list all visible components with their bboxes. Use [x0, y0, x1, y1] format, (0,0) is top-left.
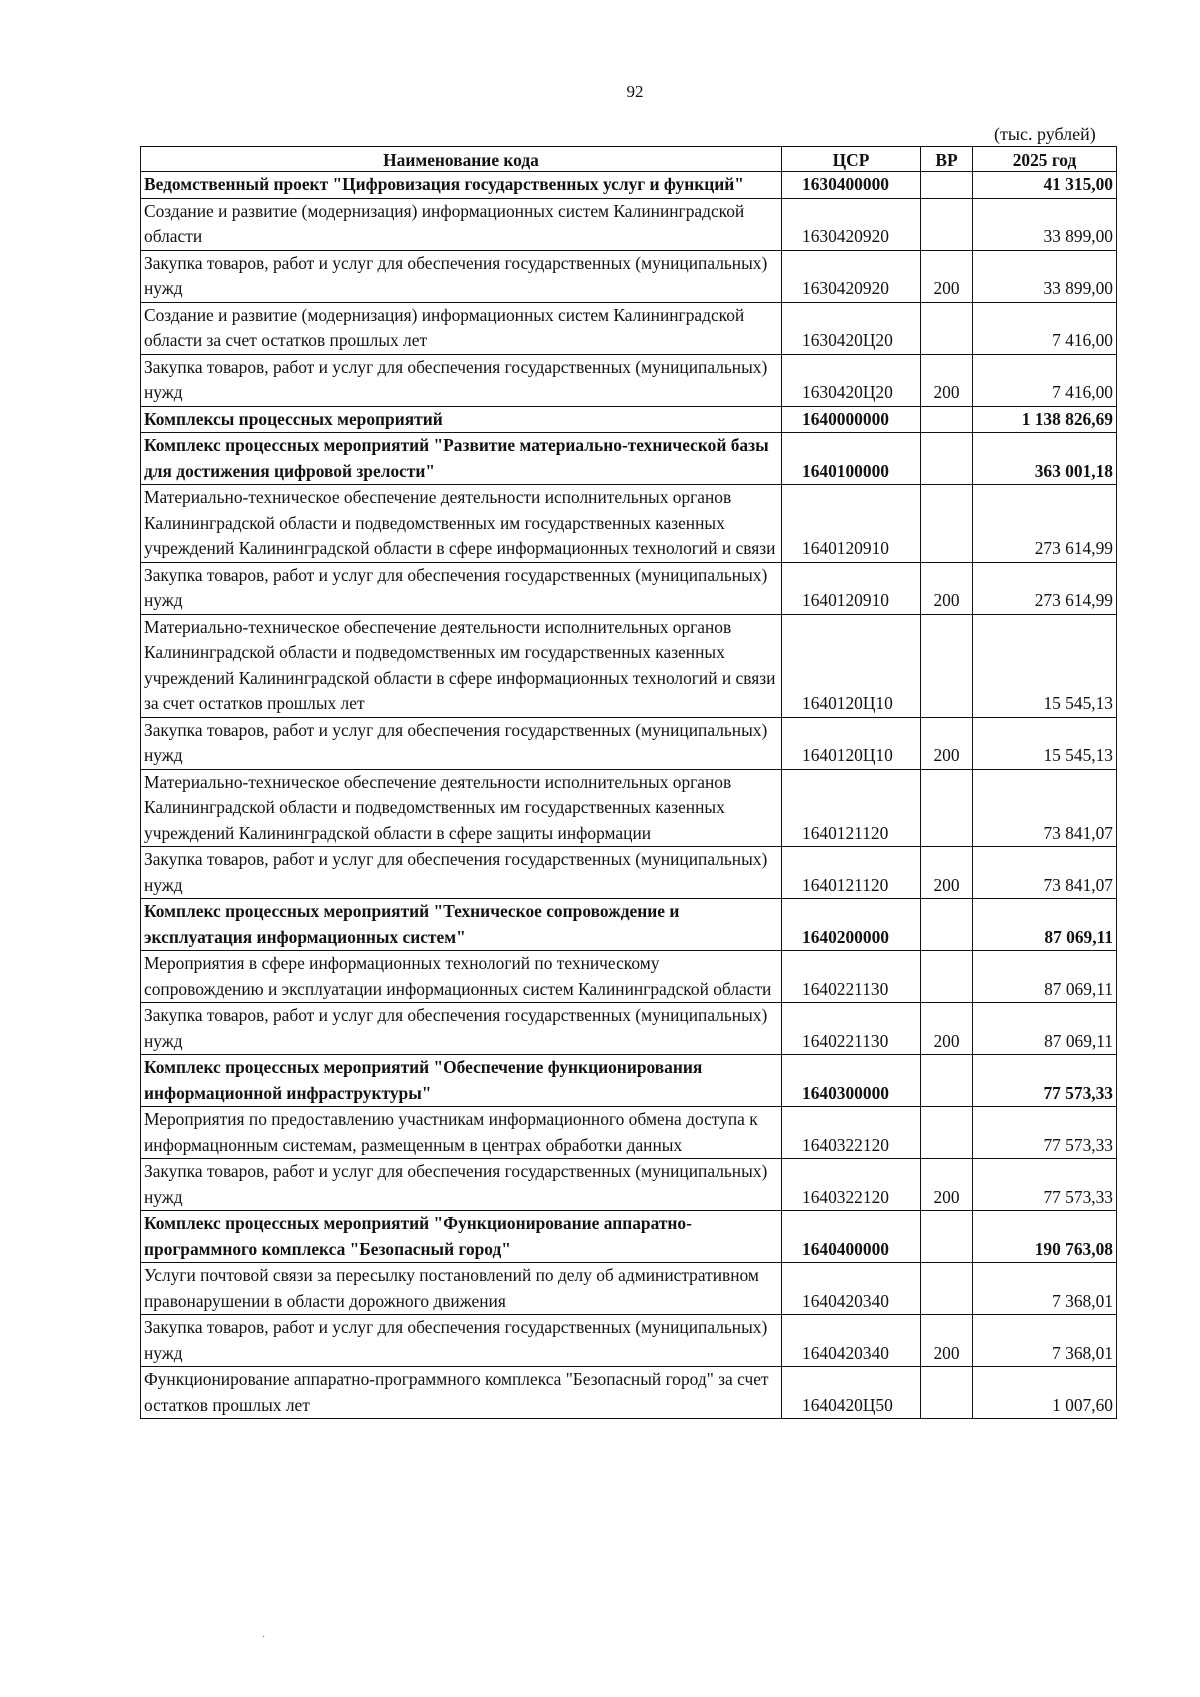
header-name: Наименование кода: [141, 147, 782, 172]
cell-csr: 1640120Ц10: [782, 614, 921, 717]
cell-vr: 200: [921, 717, 973, 769]
cell-name: Закупка товаров, работ и услуг для обеспечения государственных (муниципальных) нужд: [141, 1315, 782, 1367]
cell-vr: 200: [921, 250, 973, 302]
header-year: 2025 год: [973, 147, 1117, 172]
budget-table: [140, 146, 1117, 1419]
table-row: [141, 1055, 1117, 1107]
cell-vr: [921, 302, 973, 354]
table-row: [141, 562, 1117, 614]
cell-name: Ведомственный проект "Цифровизация государственных услуг и функций": [141, 172, 782, 199]
cell-name: Закупка товаров, работ и услуг для обеспечения государственных (муниципальных) нужд: [141, 562, 782, 614]
table-row: [141, 899, 1117, 951]
table-row: [141, 951, 1117, 1003]
cell-vr: [921, 433, 973, 485]
cell-name: Закупка товаров, работ и услуг для обеспечения государственных (муниципальных) нужд: [141, 717, 782, 769]
cell-name: Материально-техническое обеспечение деятельности исполнительных органов Калининградской области и подведомственных им государственных казенных учреждений Калининградской области в сфере информационных технологий и связи за счет остатков прошлых лет: [141, 614, 782, 717]
cell-sum: 273 614,99: [973, 485, 1117, 563]
cell-csr: 1640100000: [782, 433, 921, 485]
cell-csr: 1630420Ц20: [782, 302, 921, 354]
cell-csr: 1640121120: [782, 769, 921, 847]
table-row: [141, 302, 1117, 354]
cell-sum: 87 069,11: [973, 899, 1117, 951]
cell-name: Мероприятия по предоставлению участникам информационного обмена доступа к информацнонным системам, размещенным в центрах обработки данных: [141, 1107, 782, 1159]
header-vr: ВР: [921, 147, 973, 172]
cell-sum: 1 007,60: [973, 1367, 1117, 1419]
table-row: [141, 172, 1117, 199]
cell-vr: [921, 1107, 973, 1159]
cell-sum: 363 001,18: [973, 433, 1117, 485]
cell-name: Комплексы процессных мероприятий: [141, 406, 782, 433]
cell-sum: 1 138 826,69: [973, 406, 1117, 433]
cell-name: Комплекс процессных мероприятий "Обеспечение функционирования информационной инфраструктуры": [141, 1055, 782, 1107]
header-csr: ЦСР: [782, 147, 921, 172]
table-row: [141, 198, 1117, 250]
cell-sum: 77 573,33: [973, 1159, 1117, 1211]
table-row: [141, 1107, 1117, 1159]
cell-sum: 33 899,00: [973, 198, 1117, 250]
scan-dot: ·: [262, 1632, 266, 1643]
cell-sum: 87 069,11: [973, 1003, 1117, 1055]
cell-vr: [921, 614, 973, 717]
cell-sum: 73 841,07: [973, 769, 1117, 847]
cell-csr: 1640322120: [782, 1159, 921, 1211]
table-row: [141, 354, 1117, 406]
cell-sum: 7 416,00: [973, 302, 1117, 354]
cell-name: Материально-техническое обеспечение деятельности исполнительных органов Калининградской области и подведомственных им государственных казенных учреждений Калининградской области в сфере защиты информации: [141, 769, 782, 847]
cell-name: Закупка товаров, работ и услуг для обеспечения государственных (муниципальных) нужд: [141, 1003, 782, 1055]
table-row: [141, 433, 1117, 485]
cell-sum: 7 368,01: [973, 1263, 1117, 1315]
cell-vr: 200: [921, 1003, 973, 1055]
cell-name: Закупка товаров, работ и услуг для обеспечения государственных (муниципальных) нужд: [141, 1159, 782, 1211]
cell-csr: 1640300000: [782, 1055, 921, 1107]
cell-csr: 1640221130: [782, 1003, 921, 1055]
cell-vr: [921, 485, 973, 563]
cell-csr: 1640121120: [782, 847, 921, 899]
cell-sum: 33 899,00: [973, 250, 1117, 302]
cell-sum: 7 368,01: [973, 1315, 1117, 1367]
cell-name: Материально-техническое обеспечение деятельности исполнительных органов Калининградской области и подведомственных им государственных казенных учреждений Калининградской области в сфере информационных технологий и связи: [141, 485, 782, 563]
cell-csr: 1640120910: [782, 562, 921, 614]
cell-name: Создание и развитие (модернизация) информационных систем Калининградской области: [141, 198, 782, 250]
table-row: [141, 1159, 1117, 1211]
table-header-row: [141, 147, 1117, 172]
cell-vr: [921, 1211, 973, 1263]
cell-name: Мероприятия в сфере информационных технологий по техническому сопровождению и эксплуатации информационных систем Калининградской области: [141, 951, 782, 1003]
cell-csr: 1640400000: [782, 1211, 921, 1263]
cell-csr: 1640120910: [782, 485, 921, 563]
cell-vr: [921, 1055, 973, 1107]
cell-sum: 77 573,33: [973, 1107, 1117, 1159]
cell-name: Закупка товаров, работ и услуг для обеспечения государственных (муниципальных) нужд: [141, 250, 782, 302]
table-body: [141, 172, 1117, 1419]
cell-sum: 73 841,07: [973, 847, 1117, 899]
cell-csr: 1630420Ц20: [782, 354, 921, 406]
cell-vr: 200: [921, 354, 973, 406]
table-row: [141, 769, 1117, 847]
cell-csr: 1630400000: [782, 172, 921, 199]
cell-sum: 7 416,00: [973, 354, 1117, 406]
cell-csr: 1640420340: [782, 1263, 921, 1315]
cell-name: Закупка товаров, работ и услуг для обеспечения государственных (муниципальных) нужд: [141, 354, 782, 406]
table-row: [141, 717, 1117, 769]
cell-sum: 77 573,33: [973, 1055, 1117, 1107]
cell-vr: 200: [921, 847, 973, 899]
cell-vr: [921, 769, 973, 847]
cell-csr: 1640120Ц10: [782, 717, 921, 769]
cell-name: Функционирование аппаратно-программного комплекса "Безопасный город" за счет остатков прошлых лет: [141, 1367, 782, 1419]
cell-sum: 15 545,13: [973, 614, 1117, 717]
cell-sum: 190 763,08: [973, 1211, 1117, 1263]
table-row: [141, 1367, 1117, 1419]
cell-vr: 200: [921, 1159, 973, 1211]
cell-sum: 15 545,13: [973, 717, 1117, 769]
cell-csr: 1630420920: [782, 250, 921, 302]
cell-vr: 200: [921, 562, 973, 614]
cell-vr: [921, 951, 973, 1003]
cell-csr: 1640420340: [782, 1315, 921, 1367]
cell-name: Создание и развитие (модернизация) информационных систем Калининградской области за счет остатков прошлых лет: [141, 302, 782, 354]
table-row: [141, 1263, 1117, 1315]
table-row: [141, 1315, 1117, 1367]
table-row: [141, 485, 1117, 563]
table-row: [141, 1003, 1117, 1055]
cell-name: Комплекс процессных мероприятий "Функционирование аппаратно-программного комплекса "Безопасный город": [141, 1211, 782, 1263]
table-row: [141, 847, 1117, 899]
cell-csr: 1640200000: [782, 899, 921, 951]
cell-vr: [921, 1263, 973, 1315]
cell-csr: 1640322120: [782, 1107, 921, 1159]
cell-vr: 200: [921, 1315, 973, 1367]
cell-sum: 41 315,00: [973, 172, 1117, 199]
cell-sum: 87 069,11: [973, 951, 1117, 1003]
table-row: [141, 406, 1117, 433]
cell-vr: [921, 1367, 973, 1419]
cell-vr: [921, 406, 973, 433]
cell-sum: 273 614,99: [973, 562, 1117, 614]
cell-vr: [921, 198, 973, 250]
table-row: [141, 250, 1117, 302]
cell-name: Комплекс процессных мероприятий "Развитие материально-технической базы для достижения цифровой зрелости": [141, 433, 782, 485]
cell-csr: 1630420920: [782, 198, 921, 250]
table-row: [141, 614, 1117, 717]
units-note: (тыс. рублей): [994, 124, 1096, 144]
cell-csr: 1640420Ц50: [782, 1367, 921, 1419]
table-row: [141, 1211, 1117, 1263]
cell-vr: [921, 172, 973, 199]
page-number: 92: [626, 82, 644, 101]
cell-name: Услуги почтовой связи за пересылку постановлений по делу об административном правонарушении в области дорожного движения: [141, 1263, 782, 1315]
cell-name: Комплекс процессных мероприятий "Техническое сопровождение и эксплуатация информационных систем": [141, 899, 782, 951]
cell-csr: 1640221130: [782, 951, 921, 1003]
cell-vr: [921, 899, 973, 951]
cell-csr: 1640000000: [782, 406, 921, 433]
cell-name: Закупка товаров, работ и услуг для обеспечения государственных (муниципальных) нужд: [141, 847, 782, 899]
